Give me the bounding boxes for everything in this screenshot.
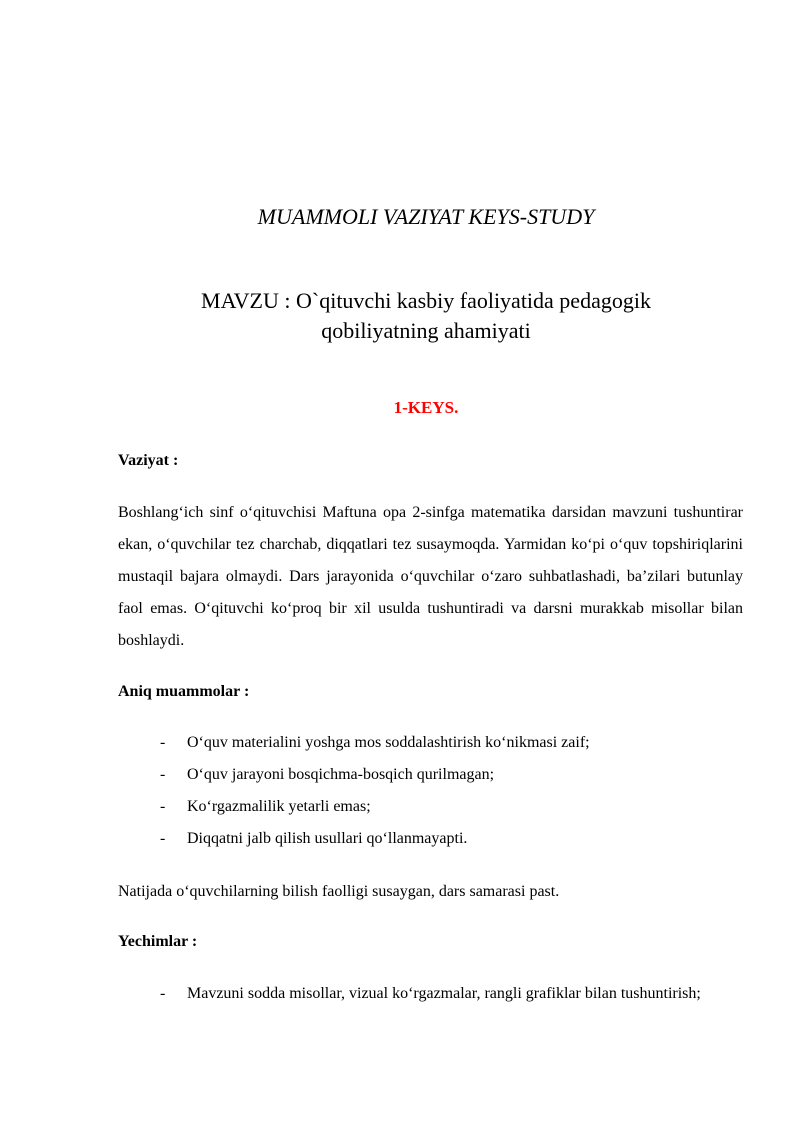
- solutions-heading: Yechimlar :: [118, 933, 198, 950]
- list-item-text: O‘quv materialini yoshga mos soddalashtirish ko‘nikmasi zaif;: [187, 734, 590, 751]
- situation-block: [118, 497, 743, 657]
- problems-heading: Aniq muammolar :: [118, 683, 250, 700]
- list-item-text: Diqqatni jalb qilish usullari qo‘llanmayapti.: [187, 830, 468, 847]
- list-item-text: O‘quv jarayoni bosqichma-bosqich qurilmagan;: [187, 766, 495, 783]
- list-item-text: Ko‘rgazmalilik yetarli emas;: [187, 798, 371, 815]
- list-item: [118, 823, 743, 855]
- topic-line-1: MAVZU : O`qituvchi kasbiy faoliyatida pedagogik: [201, 288, 651, 313]
- bullet-dash: -: [160, 798, 166, 815]
- bullet-dash: -: [160, 830, 166, 847]
- problems-list: [118, 727, 743, 855]
- solutions-list: [118, 978, 743, 1010]
- result-paragraph: Natijada o‘quvchilarning bilish faolligi susaygan, dars samarasi past.: [118, 883, 560, 900]
- result-block: [118, 876, 743, 908]
- solutions-list-block: [118, 978, 743, 1010]
- problems-list-block: [118, 727, 743, 855]
- topic-line-2: qobiliyatning ahamiyati: [321, 318, 531, 343]
- list-item: [118, 791, 743, 823]
- situation-heading: Vaziyat :: [118, 452, 179, 469]
- list-item-text: Mavzuni sodda misollar, vizual ko‘rgazmalar, rangli grafiklar bilan tushuntirish;: [187, 985, 701, 1002]
- topic-heading: [0, 286, 800, 346]
- bullet-dash: -: [160, 734, 166, 751]
- bullet-dash: -: [160, 766, 166, 783]
- document-title: MUAMMOLI VAZIYAT KEYS-STUDY: [257, 204, 595, 229]
- problems-heading-block: [118, 680, 743, 704]
- list-item: [118, 727, 743, 759]
- list-item: [118, 978, 743, 1010]
- list-item: [118, 759, 743, 791]
- situation-paragraph: Boshlang‘ich sinf o‘qituvchisi Maftuna opa 2-sinfga matematika darsidan mavzuni tushuntirar ekan, o‘quvchilar tez charchab, diqqatlari tez susaymoqda. Yarmidan ko‘pi o‘quv topshiriqlarini mustaqil bajara olmaydi. Dars jarayonida o‘quvchilar o‘zaro suhbatlashadi, ba’zilari butunlay faol emas. O‘qituvchi ko‘proq bir xil usulda tushuntiradi va darsni murakkab misollar bilan boshlaydi.: [118, 504, 743, 649]
- case-label: 1-KEYS.: [393, 398, 459, 417]
- solutions-heading-block: [118, 930, 743, 954]
- bullet-dash: -: [160, 985, 166, 1002]
- situation-heading-block: [118, 449, 743, 473]
